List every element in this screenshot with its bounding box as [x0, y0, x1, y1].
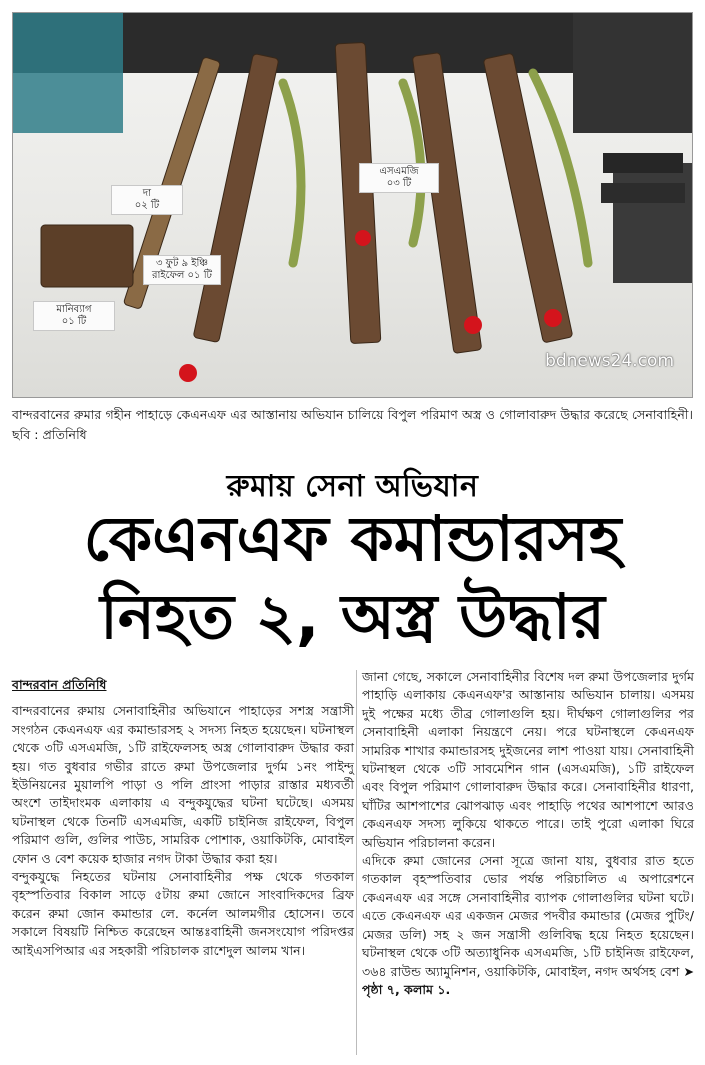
column-divider — [356, 670, 357, 1055]
article-paragraph: বন্দুকযুদ্ধে নিহতের ঘটনায় সেনাবাহিনীর পক্ষ থেকে গতকাল বৃহস্পতিবার বিকাল সাড়ে ৫টায় রুমা জোনে সাংবাদিকদের ব্রিফ করেন রুমা জোন কমান্ডার লে. কর্নেল আলমগীর হোসেন। তবে সকালে বিষয়টি নিশ্চিত করেছেন আন্তঃবাহিনী জনসংযোগ পরিদপ্তর আইএসপিআর এর সহকারী পরিচালক রাশেদুল আলম খান। — [12, 869, 354, 958]
article-paragraph-continued — [362, 852, 694, 999]
kicker-headline: রুমায় সেনা অভিযান — [226, 469, 479, 504]
photo-watermark: bdnews24.com — [545, 351, 674, 371]
photo-label-rifle: ৩ ফুট ৯ ইঞ্চি রাইফেল ০১ টি — [143, 255, 221, 285]
photo-caption: বান্দরবানের রুমার গহীন পাহাড়ে কেএনএফ এর আস্তানায় অভিযান চালিয়ে বিপুল পরিমাণ অস্ত্র ও গোলাবারুদ উদ্ধার করেছে সেনাবাহিনী। ছবি : প্রতিনিধি — [12, 407, 693, 442]
main-headline — [0, 500, 705, 656]
continuation-link[interactable]: ➤ পৃষ্ঠা ৭, কলাম ১. — [362, 963, 694, 997]
photo-label-smg: এসএমজি ০৩ টি — [359, 163, 439, 193]
headline-line-1: কেএনএফ কমান্ডারসহ — [83, 502, 622, 575]
news-photo — [12, 12, 693, 398]
article-paragraph: বান্দরবানের রুমায় সেনাবাহিনীর অভিযানে পাহাড়ের সশস্ত্র সন্ত্রাসী সংগঠন কেএনএফ এর কমান্ডারসহ ২ সদস্য নিহত হয়েছেন। ঘটনাস্থল থেকে ৩টি এসএমজি, ১টি রাইফেলসহ অস্ত্র গোলাবারুদ উদ্ধার করা হয়। গত বুধবার গভীর রাতে রুমা উপজেলার দুর্গম ১নং পাইন্দু ইউনিয়নের মুয়ালপি পাড়া ও পলি প্রাংসা পাড়ার রাস্তার মধ্যবর্তী অংশে তাইদাংমক এলাকায় এ বন্দুকযুদ্ধের ঘটনা ঘটেছে। এসময় ঘটনাস্থল থেকে তিনটি এসএমজি, একটি চাইনিজ রাইফেল, বিপুল পরিমাণ গুলি, গুলির পাউচ, সামরিক পোশাক, ওয়াকিটকি, মোবাইল ফোন ও বেশ কয়েক হাজার নগদ টাকা উদ্ধার করা হয়। — [12, 703, 354, 866]
photo-label-wallet: মানিব্যাগ ০১ টি — [33, 301, 115, 331]
photo-label-dao: দা ০২ টি — [111, 185, 183, 215]
article-column-left — [12, 676, 354, 960]
article-paragraph: জানা গেছে, সকালে সেনাবাহিনীর বিশেষ দল রুমা উপজেলার দুর্গম পাহাড়ি এলাকায় কেএনএফ'র আস্তানায় অভিযান চালায়। এসময় দুই পক্ষের মধ্যে তীব্র গোলাগুলি হয়। দীর্ঘক্ষণ গোলাগুলির পর সেনাবাহিনী এলাকা নিয়ন্ত্রণে নেয়। পরে ঘটনাস্থলে কেএনএফ সামরিক শাখার কমান্ডারসহ দুইজনের লাশ পাওয়া যায়। সেনাবাহিনী ঘটনাস্থল থেকে ৩টি সাবমেশিন গান (এসএমজি), ১টি রাইফেল এবং বিপুল পরিমাণ গোলাবারুদ উদ্ধার করে। সেনাবাহিনীর ধারণা, ঘাঁটির আশপাশের ঝোপঝাড় এবং পাহাড়ি পথের আশপাশে আরও কেএনএফ সদস্য লুকিয়ে থাকতে পারে। তাই পুরো এলাকা ঘিরে অভিযান পরিচালনা করেন। — [362, 669, 694, 850]
byline: বান্দরবান প্রতিনিধি — [12, 677, 107, 692]
headline-line-2: নিহত ২, অস্ত্র উদ্ধার — [100, 580, 605, 653]
article-column-right — [362, 668, 694, 999]
article-paragraph-text: এদিকে রুমা জোনের সেনা সূত্রে জানা যায়, বুধবার রাত হতে গতকাল বৃহস্পতিবার ভোর পর্যন্ত পরিচালিত এ অপারেশনে কেএনএফ এর সঙ্গে সেনাবাহিনীর ব্যাপক গোলাগুলির ঘটনা ঘটে। এতে কেএনএফ এর একজন মেজর পদবীর কমান্ডার (মেজর পুটিং/মেজর ডলি) সহ ২ জন সন্ত্রাসী গুলিবিদ্ধ হয়ে নিহত হয়েছেন। ঘটনাস্থল থেকে ৩টি অত্যাধুনিক এসএমজি, ১টি চাইনিজ রাইফেল, ৩৬৪ রাউন্ড অ্যামুনিশন, ওয়াকিটকি, মোবাইল, নগদ অর্থসহ বেশ — [362, 853, 694, 979]
